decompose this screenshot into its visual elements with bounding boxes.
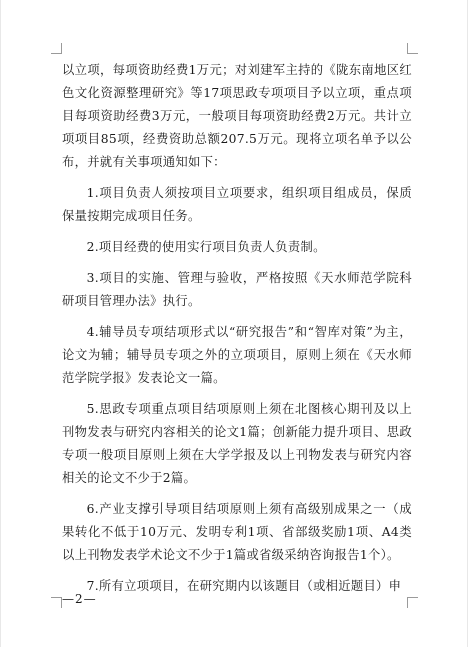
intro-paragraph: 以立项，每项资助经费1万元；对刘建军主持的《陇东南地区红色文化资源整理研究》等17项思政专项项目予以立项，重点项目每项资助经费3万元，一般项目每项资助经费2万元。共计立项项目85项，经费资助总额207.5万元。现将立项名单予以公布，并就有关事项通知如下： bbox=[62, 63, 412, 169]
notice-item-1: 1.项目负责人须按项目立项要求，组织项目组成员，保质保量按期完成项目任务。 bbox=[62, 186, 412, 223]
notice-item-2: 2.项目经费的使用实行项目负责人负责制。 bbox=[86, 240, 326, 254]
notice-item-7: 7.所有立项项目，在研究期内以该题目（或相近题目）申 bbox=[86, 579, 402, 593]
notice-item-3: 3.项目的实施、管理与验收，严格按照《天水师范学院科研项目管理办法》执行。 bbox=[62, 271, 412, 308]
notice-item-6: 6.产业支撑引导项目结项原则上须有高级别成果之一（成果转化不低于10万元、发明专利1项、省部级奖励1项、A4类以上刊物发表学术论文不少于1篇或省级采纳咨询报告1个）。 bbox=[62, 502, 412, 562]
margin-corner-top-left bbox=[51, 43, 62, 54]
page-number: —2— bbox=[62, 592, 97, 606]
document-body bbox=[62, 59, 412, 606]
margin-corner-top-right bbox=[407, 43, 418, 54]
notice-item-4: 4.辅导员专项结项形式以“研究报告”和“智库对策”为主，论文为辅；辅导员专项之外的立项项目，原则上须在《天水师范学院学报》发表论文一篇。 bbox=[62, 325, 412, 385]
notice-item-5: 5.思政专项重点项目结项原则上须在北图核心期刊及以上刊物发表与研究内容相关的论文1篇；创新能力提升项目、思政专项一般项目原则上须在大学学报及以上刊物发表与研究内容相关的论文不少于2篇。 bbox=[62, 402, 412, 485]
margin-corner-bottom-left bbox=[51, 597, 62, 608]
